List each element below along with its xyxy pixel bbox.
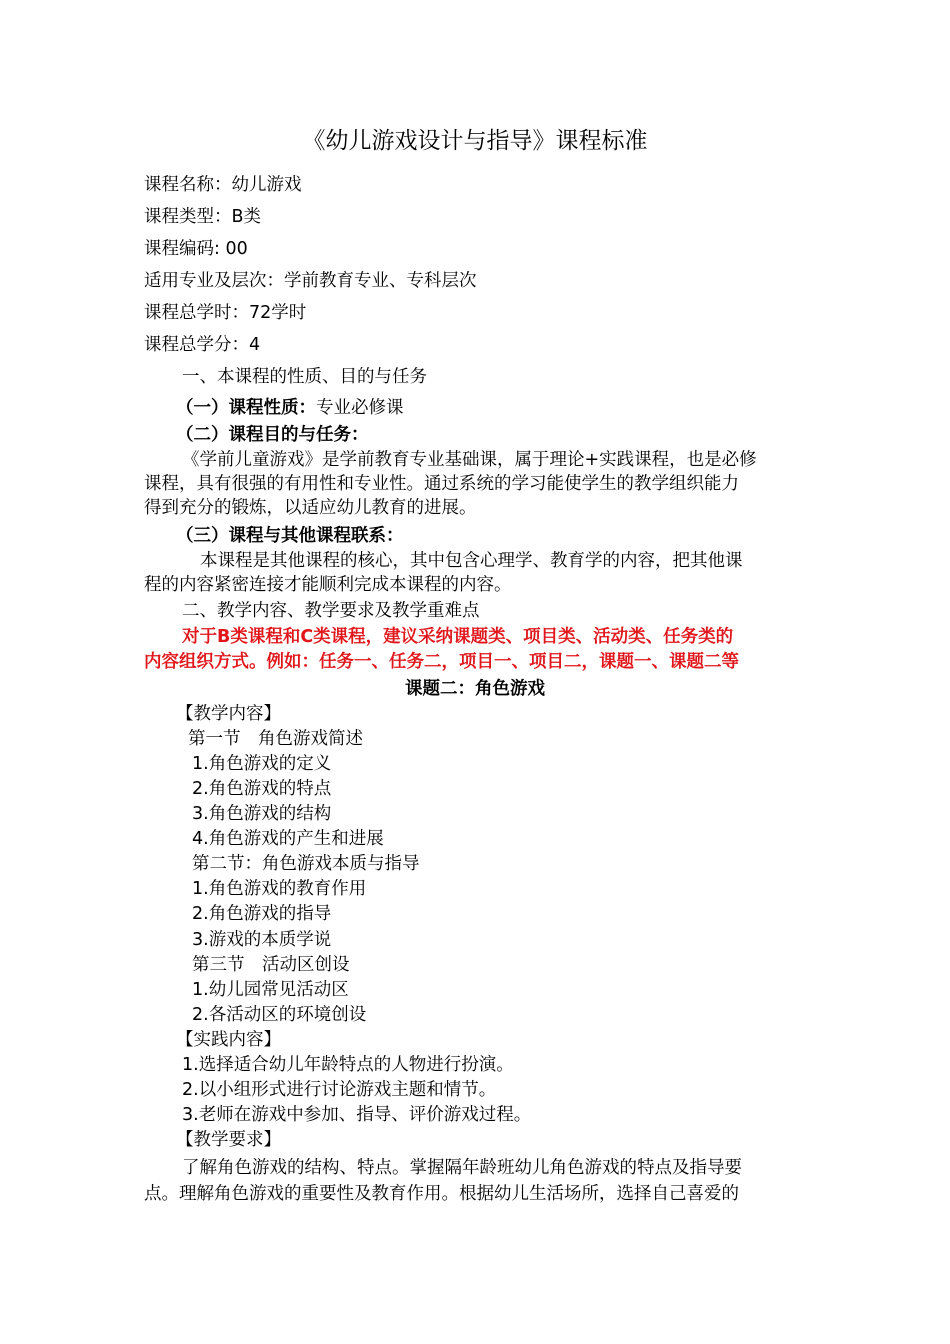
purpose-line: 《学前儿童游戏》是学前教育专业基础课，属于理论+实践课程，也是必修 bbox=[182, 450, 757, 470]
outline-item: 2.角色游戏的特点 bbox=[192, 779, 332, 799]
note-line: 内容组织方式。例如：任务一、任务二，项目一、项目二，课题一、课题二等 bbox=[144, 652, 739, 672]
requirement-label: 【教学要求】 bbox=[176, 1130, 281, 1150]
section2-heading: 二、教学内容、教学要求及教学重难点 bbox=[182, 601, 480, 621]
note-line: 对于B类课程和C类课程，建议采纳课题类、项目类、活动类、任务类的 bbox=[182, 627, 734, 647]
outline-section: 第一节 角色游戏简述 bbox=[188, 729, 363, 749]
outline-item: 3.游戏的本质学说 bbox=[192, 930, 332, 950]
outline-section: 第三节 活动区创设 bbox=[192, 955, 350, 975]
course-hours: 课程总学时：72学时 bbox=[144, 303, 307, 323]
requirement-line: 了解角色游戏的结构、特点。掌握隔年龄班幼儿角色游戏的特点及指导要 bbox=[182, 1158, 742, 1178]
document-title: 《幼儿游戏设计与指导》课程标准 bbox=[302, 128, 648, 154]
practice-item: 2.以小组形式进行讨论游戏主题和情节。 bbox=[182, 1080, 497, 1100]
relation-line: 本课程是其他课程的核心，其中包含心理学、教育学的内容，把其他课 bbox=[200, 551, 743, 571]
relation-line: 程的内容紧密连接才能顺利完成本课程的内容。 bbox=[144, 575, 512, 595]
course-type: 课程类型：B类 bbox=[144, 207, 262, 227]
practice-item: 1.选择适合幼儿年龄特点的人物进行扮演。 bbox=[182, 1055, 514, 1075]
purpose-line: 课程，具有很强的有用性和专业性。通过系统的学习能使学生的教学组织能力 bbox=[144, 474, 739, 494]
outline-item: 2.各活动区的环境创设 bbox=[192, 1005, 367, 1025]
outline-item: 1.角色游戏的教育作用 bbox=[192, 879, 367, 899]
relation-heading: （三）课程与其他课程联系： bbox=[176, 526, 404, 546]
course-nature-label: （一）课程性质： bbox=[176, 398, 316, 418]
teaching-content-label: 【教学内容】 bbox=[176, 704, 281, 724]
course-name: 课程名称：幼儿游戏 bbox=[144, 175, 302, 195]
requirement-line: 点。理解角色游戏的重要性及教育作用。根据幼儿生活场所，选择自己喜爱的 bbox=[144, 1184, 739, 1204]
purpose-line: 得到充分的锻炼，以适应幼儿教育的进展。 bbox=[144, 498, 477, 518]
outline-section: 第二节：角色游戏本质与指导 bbox=[192, 854, 420, 874]
outline-item: 2.角色游戏的指导 bbox=[192, 904, 332, 924]
course-nature bbox=[176, 396, 404, 420]
practice-label: 【实践内容】 bbox=[176, 1030, 281, 1050]
practice-item: 3.老师在游戏中参加、指导、评价游戏过程。 bbox=[182, 1105, 532, 1125]
outline-item: 3.角色游戏的结构 bbox=[192, 804, 332, 824]
course-nature-value: 专业必修课 bbox=[316, 398, 404, 418]
purpose-heading: （二）课程目的与任务： bbox=[176, 425, 369, 445]
outline-item: 4.角色游戏的产生和进展 bbox=[192, 829, 384, 849]
outline-item: 1.幼儿园常见活动区 bbox=[192, 980, 349, 1000]
course-credits: 课程总学分：4 bbox=[144, 335, 261, 355]
topic-title: 课题二：角色游戏 bbox=[405, 679, 545, 699]
course-major: 适用专业及层次：学前教育专业、专科层次 bbox=[144, 271, 477, 291]
section1-heading: 一、本课程的性质、目的与任务 bbox=[182, 367, 427, 387]
course-code: 课程编码: 00 bbox=[144, 239, 248, 259]
outline-item: 1.角色游戏的定义 bbox=[192, 754, 332, 774]
